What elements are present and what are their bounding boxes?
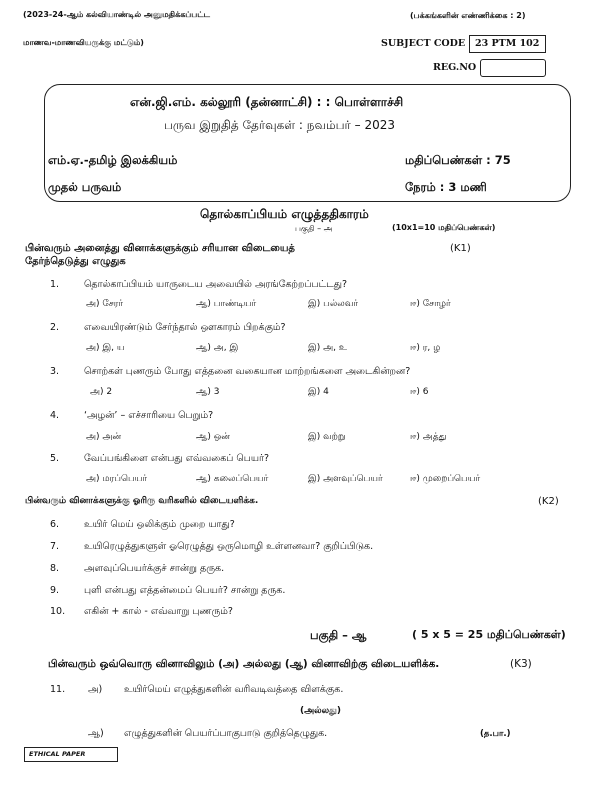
subject-code-box — [469, 35, 546, 53]
option-d: ஈ) அத்து — [410, 432, 447, 442]
question-text: புளி என்பது எத்தன்மைப் பெயர்? சான்று தருக. — [84, 585, 286, 596]
question-text: எகின் + கால் - எவ்வாறு புணரும்? — [84, 606, 233, 617]
option-b: ஆ) அ, இ — [196, 343, 239, 353]
short-answer-instruction: பின்வரும் வினாக்களுக்கு ஓரிரு வரிகளில் விடையளிக்க. — [25, 496, 259, 506]
question-text: உயிர் மெய் ஒலிக்கும் முறை யாது? — [84, 519, 235, 530]
part-b-marks: ( 5 x 5 = 25 மதிப்பெண்கள்) — [412, 628, 566, 641]
footer-label: ETHICAL PAPER — [29, 750, 86, 758]
question-number: 1. — [50, 279, 60, 290]
question-text: ‘அழன்’ – எச்சாரியை பெறும்? — [84, 410, 214, 421]
question-number: 11. — [50, 684, 66, 695]
question-number: 9. — [50, 585, 60, 596]
question-text: உயிர்மெய் எழுத்துகளின் வரிவடிவத்தை விளக்குக. — [124, 684, 344, 695]
option-b: ஆ) 3 — [196, 387, 220, 397]
part-b-instruction: பின்வரும் ஒவ்வொரு வினாவிலும் (அ) அல்லது (ஆ) வினாவிற்கு விடையளிக்க. — [48, 658, 440, 670]
question-number: 3. — [50, 366, 60, 377]
college-name: என்.ஜி.எம். கல்லூரி (தன்னாட்சி) : : பொள்ளாச்சி — [130, 95, 404, 109]
option-d: ஈ) ர, ழ — [410, 343, 441, 353]
part-a-marks: (10x1=10 மதிப்பெண்கள்) — [392, 223, 496, 232]
exam-duration: நேரம் : 3 மணி — [405, 180, 487, 194]
exam-title: பருவ இறுதித் தேர்வுகள் : நவம்பர் – 2023 — [164, 118, 395, 132]
option-d: ஈ) முறைப்பெயர் — [410, 474, 481, 484]
option-c: இ) அளவுப்பெயர் — [308, 474, 383, 484]
option-b: ஆ) கலைப்பெயர் — [196, 474, 269, 484]
part-b-label: பகுதி – ஆ — [310, 628, 367, 642]
question-text: உயிரெழுத்துகளுள் ஓரெழுத்து ஒருமொழி உள்ளனவா? குறிப்பிடுக. — [84, 541, 374, 552]
option-c: இ) வற்று — [308, 432, 346, 442]
option-b: ஆ) பாண்டியர் — [196, 299, 257, 309]
admission-note-line2: மாணவ-மாணவியருக்கு மட்டும்) — [23, 38, 144, 47]
part-a-level: (K1) — [450, 243, 471, 254]
question-text: தொல்காப்பியம் யாருடைய அவையில் அரங்கேற்றப்பட்டது? — [84, 279, 348, 290]
subject-code-label: SUBJECT CODE — [381, 38, 466, 49]
paper-title: தொல்காப்பியம் எழுத்ததிகாரம் — [200, 207, 369, 221]
max-marks: மதிப்பெண்கள் : 75 — [405, 153, 511, 167]
option-a: அ) சேரர் — [86, 299, 124, 309]
footer-box — [24, 747, 118, 762]
question-number: 2. — [50, 322, 60, 333]
option-b-label: ஆ) — [88, 728, 104, 739]
course-name: எம்.ஏ.-தமிழ் இலக்கியம் — [48, 153, 178, 167]
option-a: அ) மரப்பெயர் — [86, 474, 148, 484]
subject-code-value: 23 PTM 102 — [475, 38, 540, 49]
regno-input-box[interactable] — [480, 59, 546, 77]
question-text: எவையிரண்டும் சேர்ந்தால் ஔகாரம் பிறக்கும்? — [84, 322, 286, 333]
option-a: அ) 2 — [90, 387, 113, 397]
option-a: அ) இ, ய — [86, 343, 125, 353]
question-text: அளவுப்பெயர்க்குச் சான்று தருக. — [84, 563, 225, 574]
admission-note-line1: (2023-24-ஆம் கல்வியாண்டில் அனுமதிக்கப்பட்ட — [23, 10, 210, 19]
short-answer-level: (K2) — [538, 496, 559, 507]
option-b: ஆ) ஒன் — [196, 432, 231, 442]
question-text: வேப்பங்கிளை என்பது எவ்வகைப் பெயர்? — [84, 453, 269, 464]
part-a-instruction-line1: பின்வரும் அனைத்து வினாக்களுக்கும் சரியான விடையைத் — [25, 243, 295, 254]
page-count: (பக்கங்களின் எண்ணிக்கை : 2) — [410, 11, 526, 20]
option-c: இ) பல்லவர் — [308, 299, 359, 309]
question-number: 6. — [50, 519, 60, 530]
option-c: இ) அ, உ — [308, 343, 348, 353]
part-a-label: பகுதி – அ — [295, 224, 333, 233]
option-d: ஈ) 6 — [410, 387, 429, 397]
or-separator: (அல்லது) — [300, 706, 341, 716]
option-d: ஈ) சோழர் — [410, 299, 451, 309]
question-text: எழுத்துகளின் பெயர்ப்பாகுபாடு குறித்தெழுதுக. — [124, 728, 328, 739]
question-number: 5. — [50, 453, 60, 464]
regno-label: REG.NO — [433, 62, 477, 73]
question-number: 10. — [50, 606, 66, 617]
turn-over-note: (த.பா.) — [480, 729, 511, 739]
option-a: அ) அன் — [86, 432, 122, 442]
semester: முதல் பருவம் — [48, 180, 122, 194]
option-a-label: அ) — [88, 684, 103, 695]
question-text: சொற்கள் புணரும் போது எத்தனை வகையான மாற்றங்களை அடைகின்றன? — [84, 366, 411, 377]
question-number: 4. — [50, 410, 60, 421]
question-number: 7. — [50, 541, 60, 552]
part-a-instruction-line2: தேர்ந்தெடுத்து எழுதுக — [25, 256, 126, 267]
option-c: இ) 4 — [308, 387, 329, 397]
question-number: 8. — [50, 563, 60, 574]
part-b-level: (K3) — [510, 658, 532, 670]
